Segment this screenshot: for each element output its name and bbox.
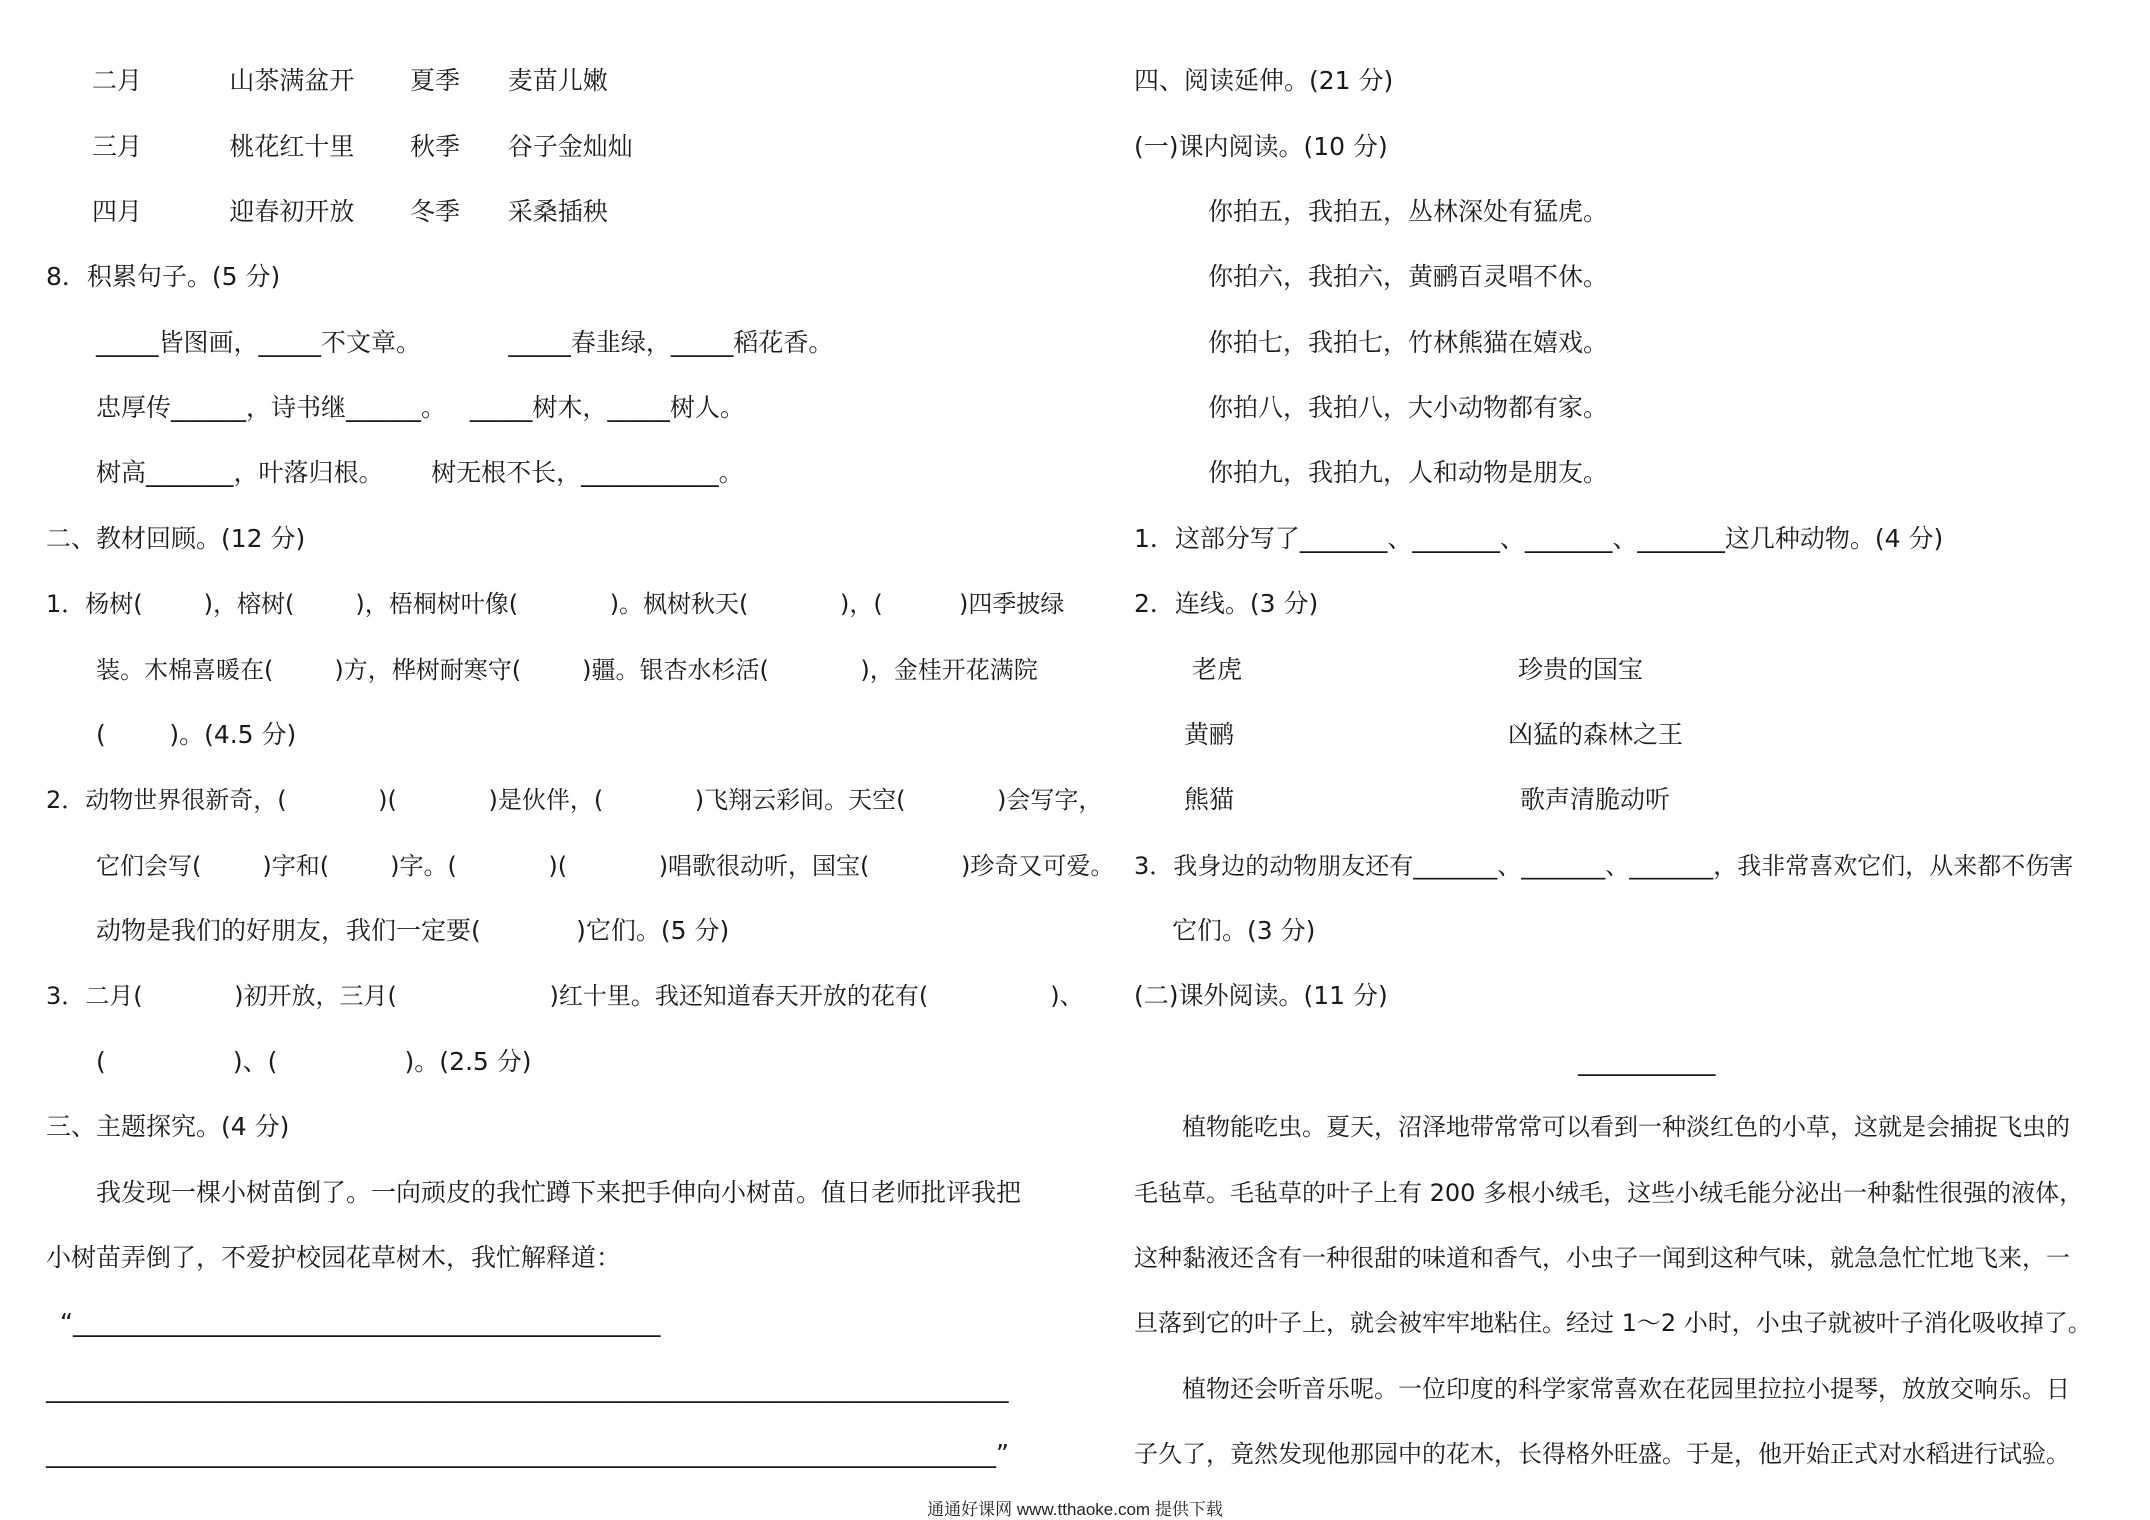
right-line-15: (二)课外阅读。(11 分)	[1134, 981, 1388, 1010]
left-line-16: ( )、( )。(2.5 分)	[96, 1047, 532, 1076]
left-line-22: ____________________________________________________________________________”	[46, 1439, 1009, 1468]
right-line-7: 你拍九，我拍九，人和动物是朋友。	[1208, 458, 1609, 487]
right-line-4: 你拍六，我拍六，黄鹂百灵唱不休。	[1208, 262, 1609, 291]
right-line-9: 2．连线。(3 分)	[1134, 589, 1319, 618]
right-line-3: 你拍五，我拍五，丛林深处有猛虎。	[1208, 197, 1609, 226]
left-line-20: “_______________________________________________	[60, 1308, 661, 1337]
left-line-8: 二、教材回顾。(12 分)	[46, 524, 306, 553]
left-line-7: 树高_______，叶落归根。 树无根不长，___________。	[96, 458, 744, 487]
left-line-12: 2．动物世界很新奇，( )( )是伙伴，( )飞翔云彩间。天空( )会写字，	[46, 786, 1103, 814]
left-line-9: 1．杨树( )，榕树( )，梧桐树叶像( )。枫树秋天( )，( )四季披绿	[46, 590, 1065, 618]
right-line-2: (一)课内阅读。(10 分)	[1134, 132, 1388, 161]
right-title-blank: ___________	[1578, 1047, 1716, 1076]
left-line-17: 三、主题探究。(4 分)	[46, 1112, 290, 1141]
match-left-oriole: 黄鹂	[1184, 720, 1235, 749]
left-line-5: _____皆图画，_____不文章。 _____春韭绿，_____稻花香。	[96, 328, 834, 357]
right-line-19: 这种黏液还含有一种很甜的味道和香气，小虫子一闻到这种气味，就急急忙忙地飞来，一	[1134, 1244, 2070, 1272]
left-line-13: 它们会写( )字和( )字。( )( )唱歌很动听，国宝( )珍奇又可爱。	[96, 852, 1115, 880]
right-line-8: 1．这部分写了_______、_______、_______、_______这几种动物。(4 分)	[1134, 524, 1944, 553]
match-left-panda: 熊猫	[1184, 785, 1235, 814]
left-line-21: _____________________________________________________________________________	[46, 1374, 1009, 1403]
left-line-6: 忠厚传______，诗书继______。 _____树木，_____树人。	[96, 393, 745, 422]
left-line-15: 3．二月( )初开放，三月( )红十里。我还知道春天开放的花有( )、	[46, 982, 1084, 1010]
right-line-17: 植物能吃虫。夏天，沼泽地带常常可以看到一种淡红色的小草，这就是会捕捉飞虫的	[1182, 1113, 2070, 1141]
right-line-6: 你拍八，我拍八，大小动物都有家。	[1208, 393, 1609, 422]
right-line-18: 毛毡草。毛毡草的叶子上有 200 多根小绒毛，这些小绒毛能分泌出一种黏性很强的液体，	[1134, 1179, 2084, 1207]
left-line-18: 我发现一棵小树苗倒了。一向顽皮的我忙蹲下来把手伸向小树苗。值日老师批评我把	[96, 1178, 1022, 1207]
match-left-tiger: 老虎	[1192, 655, 1243, 684]
match-right-singing: 歌声清脆动听	[1520, 785, 1671, 814]
right-line-1: 四、阅读延伸。(21 分)	[1134, 66, 1394, 95]
right-line-14: 它们。(3 分)	[1172, 916, 1316, 945]
left-line-10: 装。木棉喜暖在( )方，桦树耐寒守( )疆。银杏水杉活( )，金桂开花满院	[96, 656, 1038, 684]
right-line-5: 你拍七，我拍七，竹林熊猫在嬉戏。	[1208, 328, 1609, 357]
left-line-11: ( )。(4.5 分)	[96, 720, 297, 749]
right-line-20: 旦落到它的叶子上，就会被牢牢地粘住。经过 1～2 小时，小虫子就被叶子消化吸收掉了。	[1134, 1309, 2092, 1337]
left-line-1: 二月 山茶满盆开 夏季 麦苗儿嫩	[92, 66, 608, 95]
match-right-forest-king: 凶猛的森林之王	[1508, 720, 1684, 749]
left-line-2: 三月 桃花红十里 秋季 谷子金灿灿	[92, 132, 633, 161]
left-line-19: 小树苗弄倒了，不爱护校园花草树木，我忙解释道：	[46, 1243, 622, 1272]
left-line-3: 四月 迎春初开放 冬季 采桑插秧	[92, 197, 608, 226]
footer-watermark: 通通好课网 www.tthaoke.com 提供下载	[927, 1500, 1223, 1519]
right-line-13: 3．我身边的动物朋友还有_______、_______、_______，我非常喜欢它们，从来都不伤害	[1134, 852, 2074, 880]
right-line-21: 植物还会听音乐呢。一位印度的科学家常喜欢在花园里拉拉小提琴，放放交响乐。日	[1182, 1375, 2070, 1403]
left-line-4: 8．积累句子。(5 分)	[46, 262, 281, 291]
match-right-treasure: 珍贵的国宝	[1518, 655, 1644, 684]
left-line-14: 动物是我们的好朋友，我们一定要( )它们。(5 分)	[96, 916, 730, 945]
right-line-22: 子久了，竟然发现他那园中的花木，长得格外旺盛。于是，他开始正式对水稻进行试验。	[1134, 1440, 2070, 1468]
